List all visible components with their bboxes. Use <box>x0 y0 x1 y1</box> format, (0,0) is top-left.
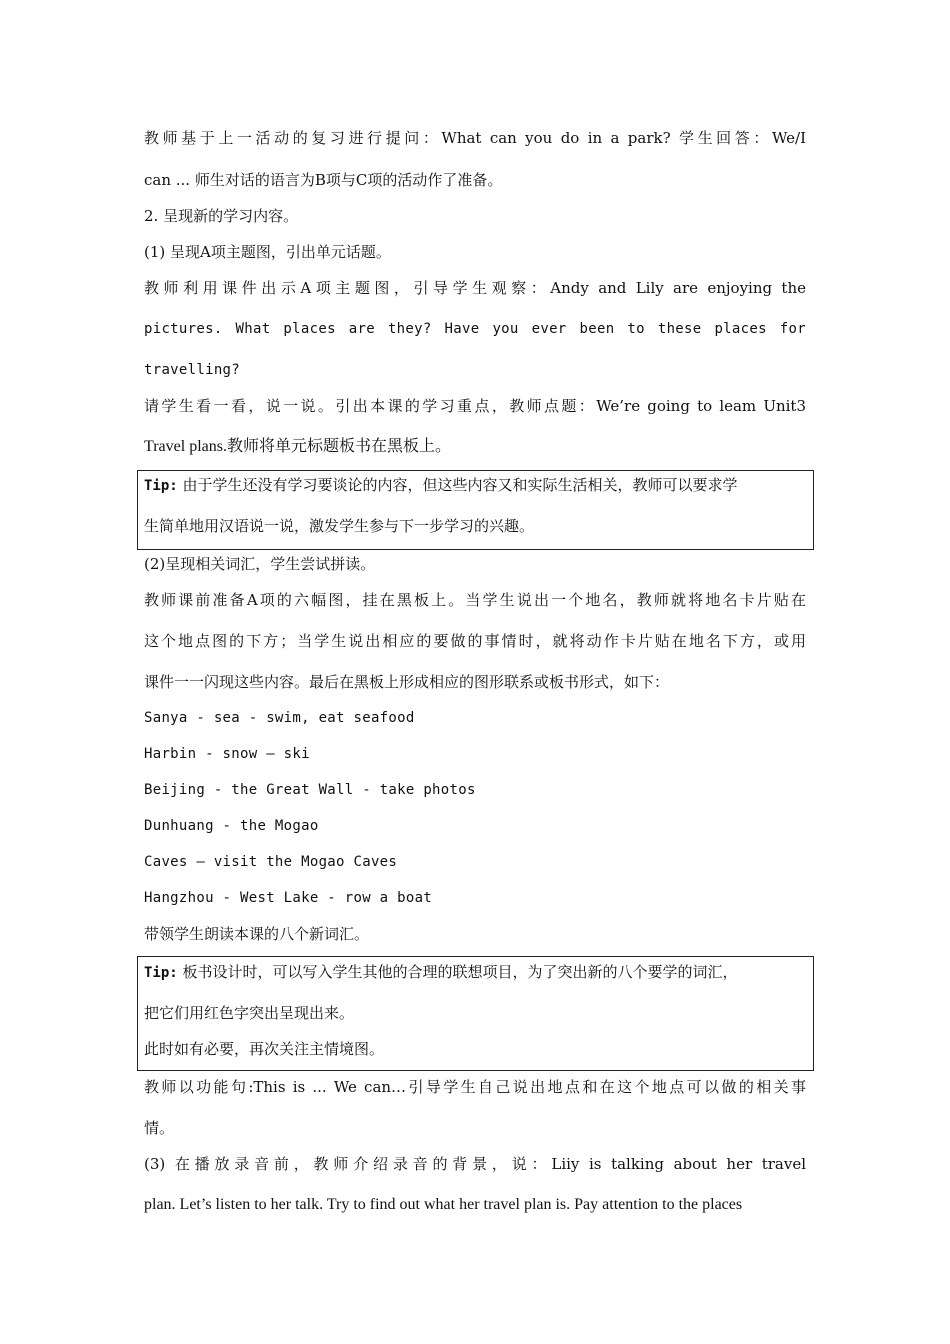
vocab-line-caves: Caves — visit the Mogao Caves <box>144 854 398 870</box>
vocab-line-sanya: Sanya - sea - swim, eat seafood <box>144 710 415 726</box>
section-heading-new-content: 2. 呈现新的学习内容。 <box>144 207 299 225</box>
paragraph-function-sentence-line2: 情。 <box>144 1119 175 1137</box>
paragraph-courseware-line2: pictures. What places are they? Have you ever been to these places for <box>144 321 806 337</box>
paragraph-courseware-line3: travelling? <box>144 362 241 378</box>
paragraph-picture-cards-line3: 课件一一闪现这些内容。最后在黑板上形成相应的图形联系或板书形式，如下： <box>144 673 670 691</box>
paragraph-read-new-words: 带领学生朗读本课的八个新词汇。 <box>144 925 370 943</box>
paragraph-function-sentence-line1: 教师以功能句:This is ... We can…引导学生自己说出地点和在这个地点可以做的相关事 <box>144 1078 806 1096</box>
paragraph-unit-title-line2: Travel plans.教师将单元标题板书在黑板上。 <box>144 438 451 455</box>
tip-line-1 <box>144 475 804 496</box>
tip-label: Tip: <box>144 965 178 981</box>
vocab-line-hangzhou: Hangzhou - West Lake - row a boat <box>144 890 433 906</box>
tip-label: Tip: <box>144 478 178 494</box>
tip-text: 由于学生还没有学习要谈论的内容，但这些内容又和实际生活相关，教师可以要求学 <box>182 476 738 494</box>
vocab-line-dunhuang: Dunhuang - the Mogao <box>144 818 319 834</box>
paragraph-recording-line1: (3) 在播放录音前，教师介绍录音的背景，说：Liiy is talking about her travel <box>144 1155 806 1173</box>
tip-line-2: 把它们用红色字突出呈现出来。 <box>144 1004 355 1022</box>
subsection-heading-topic-picture: (1) 呈现A项主题图，引出单元话题。 <box>144 243 391 261</box>
paragraph-recording-line2: plan. Let’s listen to her talk. Try to find out what her travel plan is. Pay attention to the places <box>144 1196 743 1213</box>
paragraph-review-question-line1: 教师基于上一活动的复习进行提问：What can you do in a park? 学生回答：We/I <box>144 129 806 147</box>
tip-text: 板书设计时，可以写入学生其他的合理的联想项目，为了突出新的八个要学的词汇， <box>182 963 738 981</box>
tip-line-2: 生简单地用汉语说一说，激发学生参与下一步学习的兴趣。 <box>144 517 535 535</box>
vocab-line-harbin: Harbin - snow — ski <box>144 746 310 762</box>
paragraph-unit-title-line1: 请学生看一看，说一说。引出本课的学习重点，教师点题：We’re going to leam Unit3 <box>144 397 806 415</box>
subsection-heading-vocabulary: (2)呈现相关词汇，学生尝试拼读。 <box>144 555 376 573</box>
paragraph-courseware-line1: 教师利用课件出示A项主题图，引导学生观察：Andy and Lily are enjoying the <box>144 279 806 297</box>
paragraph-picture-cards-line1: 教师课前准备A项的六幅图，挂在黑板上。当学生说出一个地名，教师就将地名卡片贴在 <box>144 591 806 609</box>
tip-box-chinese-discussion <box>137 470 814 550</box>
tip-box-blackboard-design <box>137 956 814 1071</box>
tip-line-3: 此时如有必要，再次关注主情境图。 <box>144 1040 385 1058</box>
paragraph-review-question-line2: can ... 师生对话的语言为B项与C项的活动作了准备。 <box>144 171 503 189</box>
vocab-line-beijing: Beijing - the Great Wall - take photos <box>144 782 476 798</box>
paragraph-picture-cards-line2: 这个地点图的下方；当学生说出相应的要做的事情时，就将动作卡片贴在地名下方，或用 <box>144 632 806 650</box>
tip-line-1 <box>144 962 804 983</box>
